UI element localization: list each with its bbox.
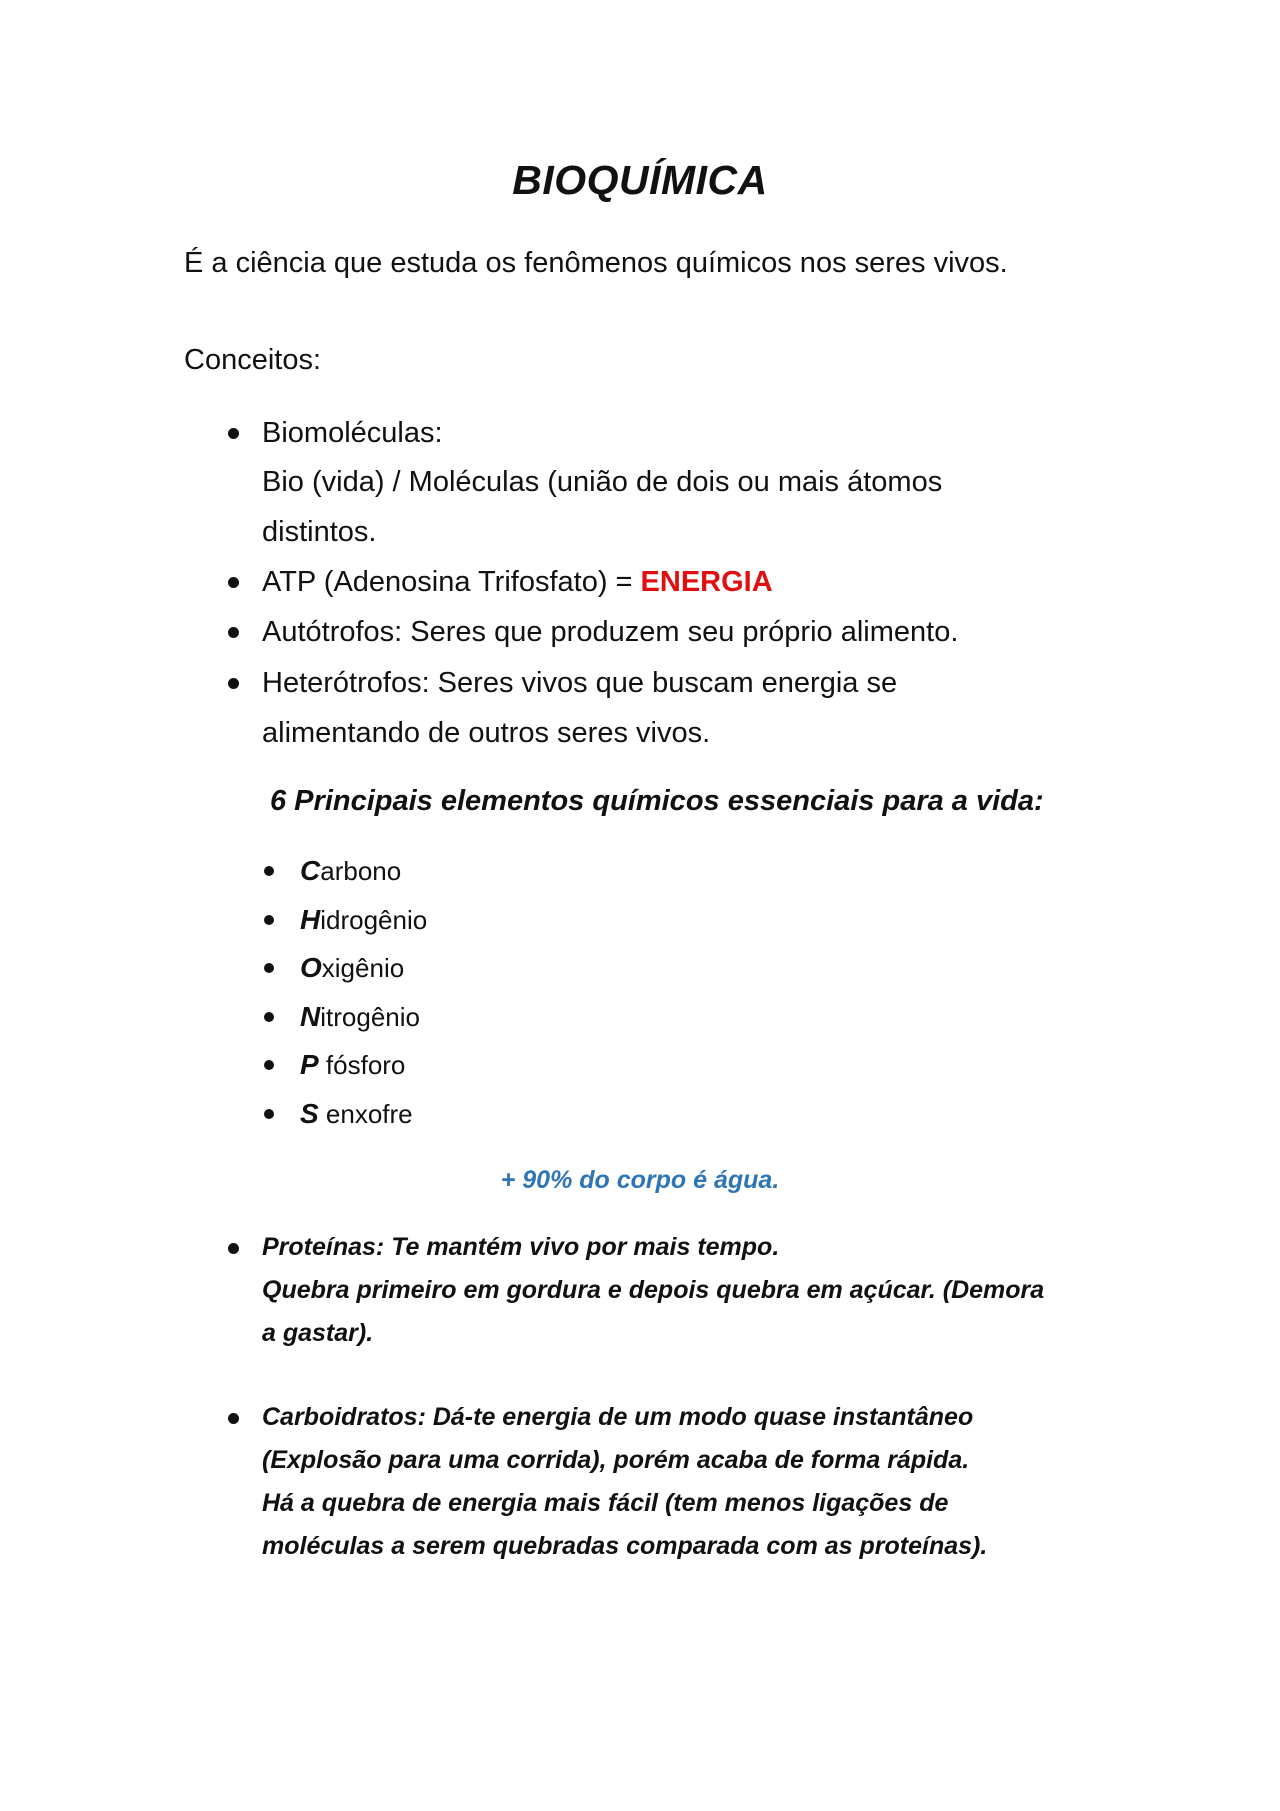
element-item: [300, 903, 427, 937]
elements-heading: 6 Principais elementos químicos essenciais para a vida:: [270, 785, 1044, 817]
carboidratos-line: Carboidratos: Dá-te energia de um modo quase instantâneo: [262, 1403, 974, 1431]
element-name: fósforo: [318, 1050, 406, 1080]
bullet-icon: [264, 963, 274, 973]
element-letter: P: [300, 1049, 319, 1080]
concept-biomoleculas-definition: Bio (vida) / Moléculas (união de dois ou mais átomos: [262, 466, 943, 498]
element-name: itrogênio: [320, 1002, 420, 1032]
bullet-icon: [228, 577, 239, 588]
bullet-icon: [264, 866, 274, 876]
bullet-icon: [228, 428, 239, 439]
element-letter: C: [300, 855, 321, 886]
proteinas-line: a gastar).: [262, 1319, 374, 1347]
carboidratos-line: moléculas a serem quebradas comparada com as proteínas).: [262, 1532, 988, 1560]
bullet-icon: [228, 1243, 239, 1254]
concepts-label: Conceitos:: [184, 344, 322, 376]
element-item: [300, 1097, 413, 1131]
element-name: idrogênio: [320, 905, 428, 935]
element-letter: N: [300, 1001, 321, 1032]
concept-biomoleculas-label: Biomoléculas:: [262, 417, 443, 449]
bullet-icon: [228, 627, 239, 638]
carboidratos-line: Há a quebra de energia mais fácil (tem menos ligações de: [262, 1489, 949, 1517]
concept-heterotrofos-cont: alimentando de outros seres vivos.: [262, 717, 711, 749]
concept-heterotrofos: Heterótrofos: Seres vivos que buscam energia se: [262, 667, 898, 699]
concept-atp-highlight: ENERGIA: [640, 566, 773, 598]
element-item: [300, 854, 401, 888]
element-letter: S: [300, 1098, 319, 1129]
concept-autotrofos: Autótrofos: Seres que produzem seu próprio alimento.: [262, 616, 959, 648]
bullet-icon: [264, 1109, 274, 1119]
element-name: enxofre: [318, 1099, 413, 1129]
element-item: [300, 1048, 405, 1082]
element-item: [300, 1000, 420, 1034]
bullet-icon: [264, 1012, 274, 1022]
intro-text: É a ciência que estuda os fenômenos químicos nos seres vivos.: [184, 247, 1008, 279]
bullet-icon: [228, 1413, 239, 1424]
element-name: xigênio: [321, 953, 405, 983]
concept-atp-text: ATP (Adenosina Trifosfato) =: [262, 566, 641, 598]
bullet-icon: [264, 1060, 274, 1070]
bullet-icon: [228, 678, 239, 689]
element-item: [300, 951, 404, 985]
proteinas-line: Quebra primeiro em gordura e depois quebra em açúcar. (Demora: [262, 1276, 1045, 1304]
bullet-icon: [264, 915, 274, 925]
proteinas-line: Proteínas: Te mantém vivo por mais tempo.: [262, 1233, 780, 1261]
element-letter: O: [300, 952, 322, 983]
concept-atp: [262, 563, 773, 601]
element-letter: H: [300, 904, 321, 935]
page-title: BIOQUÍMICA: [512, 157, 768, 203]
water-note: + 90% do corpo é água.: [500, 1166, 780, 1194]
concept-biomoleculas-definition-cont: distintos.: [262, 516, 377, 548]
element-name: arbono: [320, 856, 402, 886]
carboidratos-line: (Explosão para uma corrida), porém acaba de forma rápida.: [262, 1446, 970, 1474]
